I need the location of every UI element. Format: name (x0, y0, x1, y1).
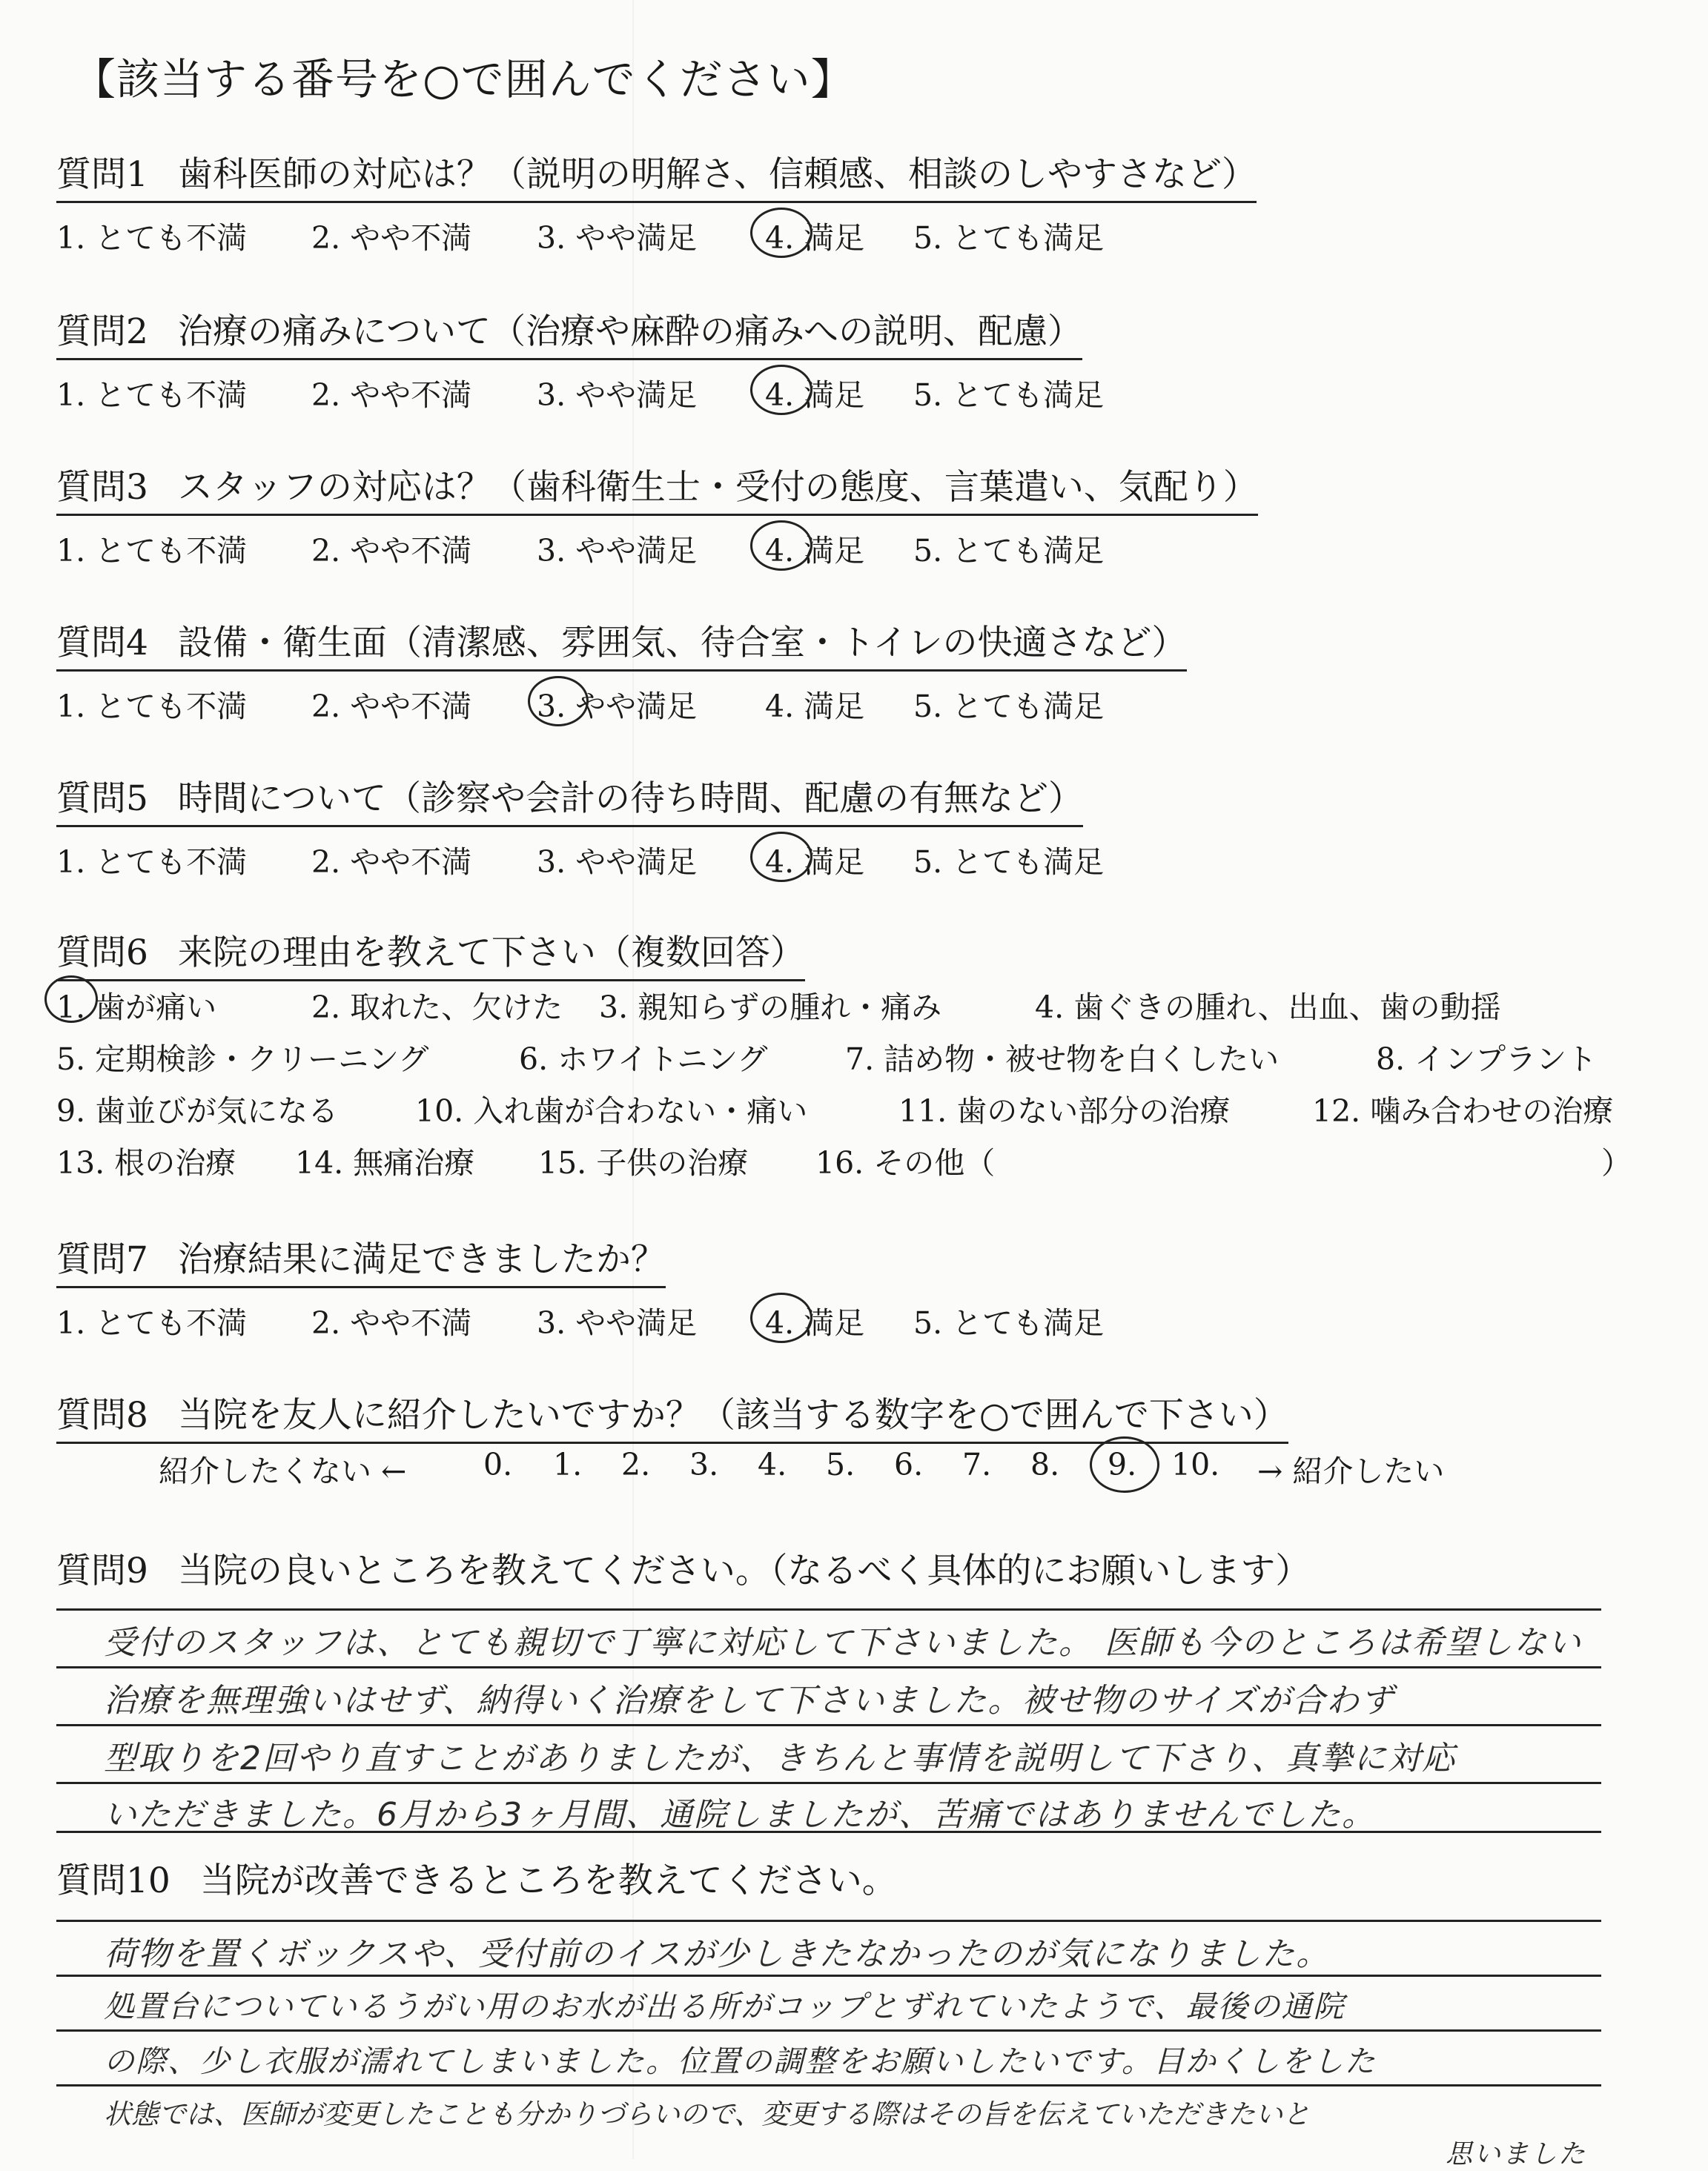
question-2 (56, 304, 1105, 413)
question-heading (56, 925, 805, 981)
selection-circle (528, 676, 589, 726)
rating-option[interactable]: 1. とても不満 (56, 1305, 248, 1341)
rating-option-selected[interactable]: 4. 満足 (765, 1305, 865, 1341)
question-5 (56, 771, 1105, 880)
question-heading (56, 771, 1083, 827)
question-1 (56, 147, 1257, 256)
reason-option[interactable]: 4. 歯ぐきの腫れ、出血、歯の動揺 (1035, 990, 1501, 1025)
question-heading (56, 1853, 897, 1903)
question-text: 治療の痛みについて（治療や麻酔の痛みへの説明、配慮） (177, 311, 1083, 352)
rating-option-selected[interactable]: 4. 満足 (765, 533, 865, 569)
answer-line (56, 1666, 1601, 1668)
rating-option[interactable]: 2. やや不満 (311, 533, 472, 569)
selection-circle (1090, 1436, 1159, 1493)
rating-option[interactable]: 2. やや不満 (311, 844, 472, 880)
handwritten-answer-line: 状態では、医師が変更したことも分かりづらいので、変更する際はその旨を伝えていただきたいと (104, 2098, 1311, 2130)
selection-circle (750, 208, 812, 258)
question-number: 質問10 (56, 1860, 171, 1901)
scale-value[interactable]: 7. (962, 1447, 992, 1482)
question-heading (56, 304, 1082, 360)
rating-option[interactable]: 3. やや満足 (537, 533, 698, 569)
question-text: スタッフの対応は？（歯科衛生士・受付の態度、言葉遣い、気配り） (177, 467, 1258, 508)
answer-line (56, 1782, 1601, 1784)
question-number: 質問8 (56, 1395, 148, 1436)
handwritten-answer-line: 思いました (1446, 2139, 1587, 2170)
handwritten-answer-line: 受付のスタッフは、とても親切で丁寧に対応して下さいました。 医師も今のところは希望しない (104, 1624, 1582, 1662)
scale-right-label: → 紹介したい (1257, 1454, 1445, 1489)
rating-options (56, 203, 1257, 256)
rating-option[interactable]: 5. とても満足 (913, 1305, 1105, 1341)
scale-value-selected[interactable]: 9. (1108, 1447, 1137, 1482)
rating-option-selected[interactable]: 4. 満足 (765, 844, 865, 880)
reason-option-selected[interactable]: 1. 歯が痛い (56, 990, 217, 1025)
selection-circle (750, 1293, 812, 1343)
scale-value[interactable]: 2. (621, 1447, 651, 1482)
selection-circle (750, 520, 812, 571)
reason-option[interactable]: 8. インプラント (1376, 1041, 1598, 1077)
rating-option[interactable]: 1. とても不満 (56, 533, 248, 569)
rating-option[interactable]: 4. 満足 (765, 689, 865, 724)
question-6 (56, 925, 805, 981)
scale-value[interactable]: 5. (826, 1447, 855, 1482)
question-heading (56, 1543, 1310, 1593)
rating-option[interactable]: 2. やや不満 (311, 689, 472, 724)
reason-option[interactable]: 2. 取れた、欠けた (311, 990, 563, 1025)
question-number: 質問4 (56, 623, 148, 663)
rating-option[interactable]: 2. やや不満 (311, 220, 472, 256)
question-heading (56, 1232, 666, 1288)
reason-option-other[interactable]: 16. その他（ (815, 1145, 996, 1181)
question-number: 質問1 (56, 154, 148, 195)
reason-option[interactable]: 10. 入れ歯が合わない・痛い (415, 1093, 808, 1129)
rating-options (56, 1288, 1105, 1341)
page-title: 【該当する番号を○で囲んでください】 (73, 54, 855, 105)
question-3 (56, 460, 1258, 569)
reason-option[interactable]: 15. 子供の治療 (538, 1145, 749, 1181)
rating-option[interactable]: 3. やや満足 (537, 1305, 698, 1341)
reason-option[interactable]: 6. ホワイトニング (519, 1041, 768, 1077)
question-number: 質問5 (56, 778, 148, 819)
answer-line (56, 1975, 1601, 1977)
question-number: 質問9 (56, 1551, 148, 1591)
rating-option[interactable]: 2. やや不満 (311, 1305, 472, 1341)
question-text: 時間について（診察や会計の待ち時間、配慮の有無など） (177, 778, 1083, 819)
reason-option[interactable]: 7. 詰め物・被せ物を白くしたい (845, 1041, 1280, 1077)
question-number: 質問6 (56, 932, 148, 973)
rating-option[interactable]: 1. とても不満 (56, 844, 248, 880)
question-text: 当院を友人に紹介したいですか？（該当する数字を○で囲んで下さい） (177, 1395, 1288, 1436)
scale-value[interactable]: 10. (1171, 1447, 1220, 1482)
question-9 (56, 1543, 1310, 1593)
rating-option[interactable]: 3. やや満足 (537, 220, 698, 256)
rating-options (56, 827, 1105, 880)
rating-option[interactable]: 2. やや不満 (311, 377, 472, 413)
question-text: 歯科医師の対応は？（説明の明解さ、信頼感、相談のしやすさなど） (177, 154, 1257, 195)
rating-option[interactable]: 5. とても満足 (913, 844, 1105, 880)
scale-value[interactable]: 8. (1030, 1447, 1060, 1482)
rating-options (56, 360, 1105, 413)
question-text: 当院の良いところを教えてください。（なるべく具体的にお願いします） (177, 1551, 1311, 1591)
scale-value[interactable]: 4. (758, 1447, 787, 1482)
reason-option[interactable]: 3. 親知らずの腫れ・痛み (599, 990, 942, 1025)
handwritten-answer-line: 荷物を置くボックスや、受付前のイスが少しきたなかったのが気になりました。 (104, 1935, 1331, 1973)
question-7 (56, 1232, 1105, 1341)
handwritten-answer-line: の際、少し衣服が濡れてしまいました。位置の調整をお願いしたいです。目かくしをした (104, 2044, 1377, 2079)
rating-option[interactable]: 5. とても満足 (913, 689, 1105, 724)
scale-value[interactable]: 1. (553, 1447, 583, 1482)
question-text: 治療結果に満足できましたか？ (177, 1239, 666, 1280)
rating-option[interactable]: 3. やや満足 (537, 844, 698, 880)
question-number: 質問3 (56, 467, 148, 508)
question-heading (56, 460, 1258, 516)
reason-option[interactable]: 13. 根の治療 (56, 1145, 236, 1181)
scale-value[interactable]: 3. (689, 1447, 719, 1482)
reason-option[interactable]: 12. 噛み合わせの治療 (1312, 1093, 1614, 1129)
question-text: 設備・衛生面（清潔感、雰囲気、待合室・トイレの快適さなど） (177, 623, 1187, 663)
question-text: 当院が改善できるところを教えてください。 (199, 1860, 897, 1901)
rating-options (56, 672, 1187, 724)
rating-option-selected[interactable]: 3. やや満足 (537, 689, 698, 724)
answer-line (56, 2029, 1601, 2032)
handwritten-answer-line: いただきました。6月から3ヶ月間、通院しましたが、苦痛ではありませんでした。 (104, 1796, 1376, 1834)
rating-option-selected[interactable]: 4. 満足 (765, 377, 865, 413)
reason-option-other-close: ） (1601, 1145, 1632, 1181)
question-4 (56, 615, 1187, 724)
rating-option[interactable]: 5. とても満足 (913, 220, 1105, 256)
question-heading (56, 1388, 1288, 1444)
rating-option[interactable]: 1. とても不満 (56, 377, 248, 413)
question-text: 来院の理由を教えて下さい（複数回答） (177, 932, 805, 973)
reason-option[interactable]: 14. 無痛治療 (295, 1145, 475, 1181)
reason-option[interactable]: 9. 歯並びが気になる (56, 1093, 339, 1129)
rating-option-selected[interactable]: 4. 満足 (765, 220, 865, 256)
answer-line (56, 1724, 1601, 1726)
rating-options (56, 516, 1258, 569)
question-number: 質問7 (56, 1239, 148, 1280)
scale-value[interactable]: 6. (894, 1447, 924, 1482)
handwritten-answer-line: 型取りを2回やり直すことがありましたが、きちんと事情を説明して下さり、真摯に対応 (104, 1740, 1456, 1777)
rating-option[interactable]: 5. とても満足 (913, 377, 1105, 413)
handwritten-answer-line: 治療を無理強いはせず、納得いく治療をして下さいました。被せ物のサイズが合わず (104, 1682, 1394, 1720)
rating-option[interactable]: 5. とても満足 (913, 533, 1105, 569)
rating-option[interactable]: 1. とても不満 (56, 689, 248, 724)
selection-circle (750, 365, 812, 415)
question-number: 質問2 (56, 311, 148, 352)
rating-option[interactable]: 1. とても不満 (56, 220, 248, 256)
question-heading (56, 615, 1187, 672)
question-8 (56, 1388, 1288, 1444)
reason-option[interactable]: 5. 定期検診・クリーニング (56, 1041, 429, 1077)
scale-left-label: 紹介したくない ← (159, 1454, 407, 1489)
rating-option[interactable]: 3. やや満足 (537, 377, 698, 413)
reason-option[interactable]: 11. 歯のない部分の治療 (898, 1093, 1231, 1129)
answer-line (56, 1608, 1601, 1611)
handwritten-answer-line: 処置台についているうがい用のお水が出る所がコップとずれていたようで、最後の通院 (104, 1989, 1345, 2024)
selection-circle (750, 832, 812, 882)
answer-line (56, 2084, 1601, 2087)
answer-line (56, 1920, 1601, 1922)
scale-value[interactable]: 0. (483, 1447, 513, 1482)
question-heading (56, 147, 1257, 203)
question-10 (56, 1853, 897, 1903)
